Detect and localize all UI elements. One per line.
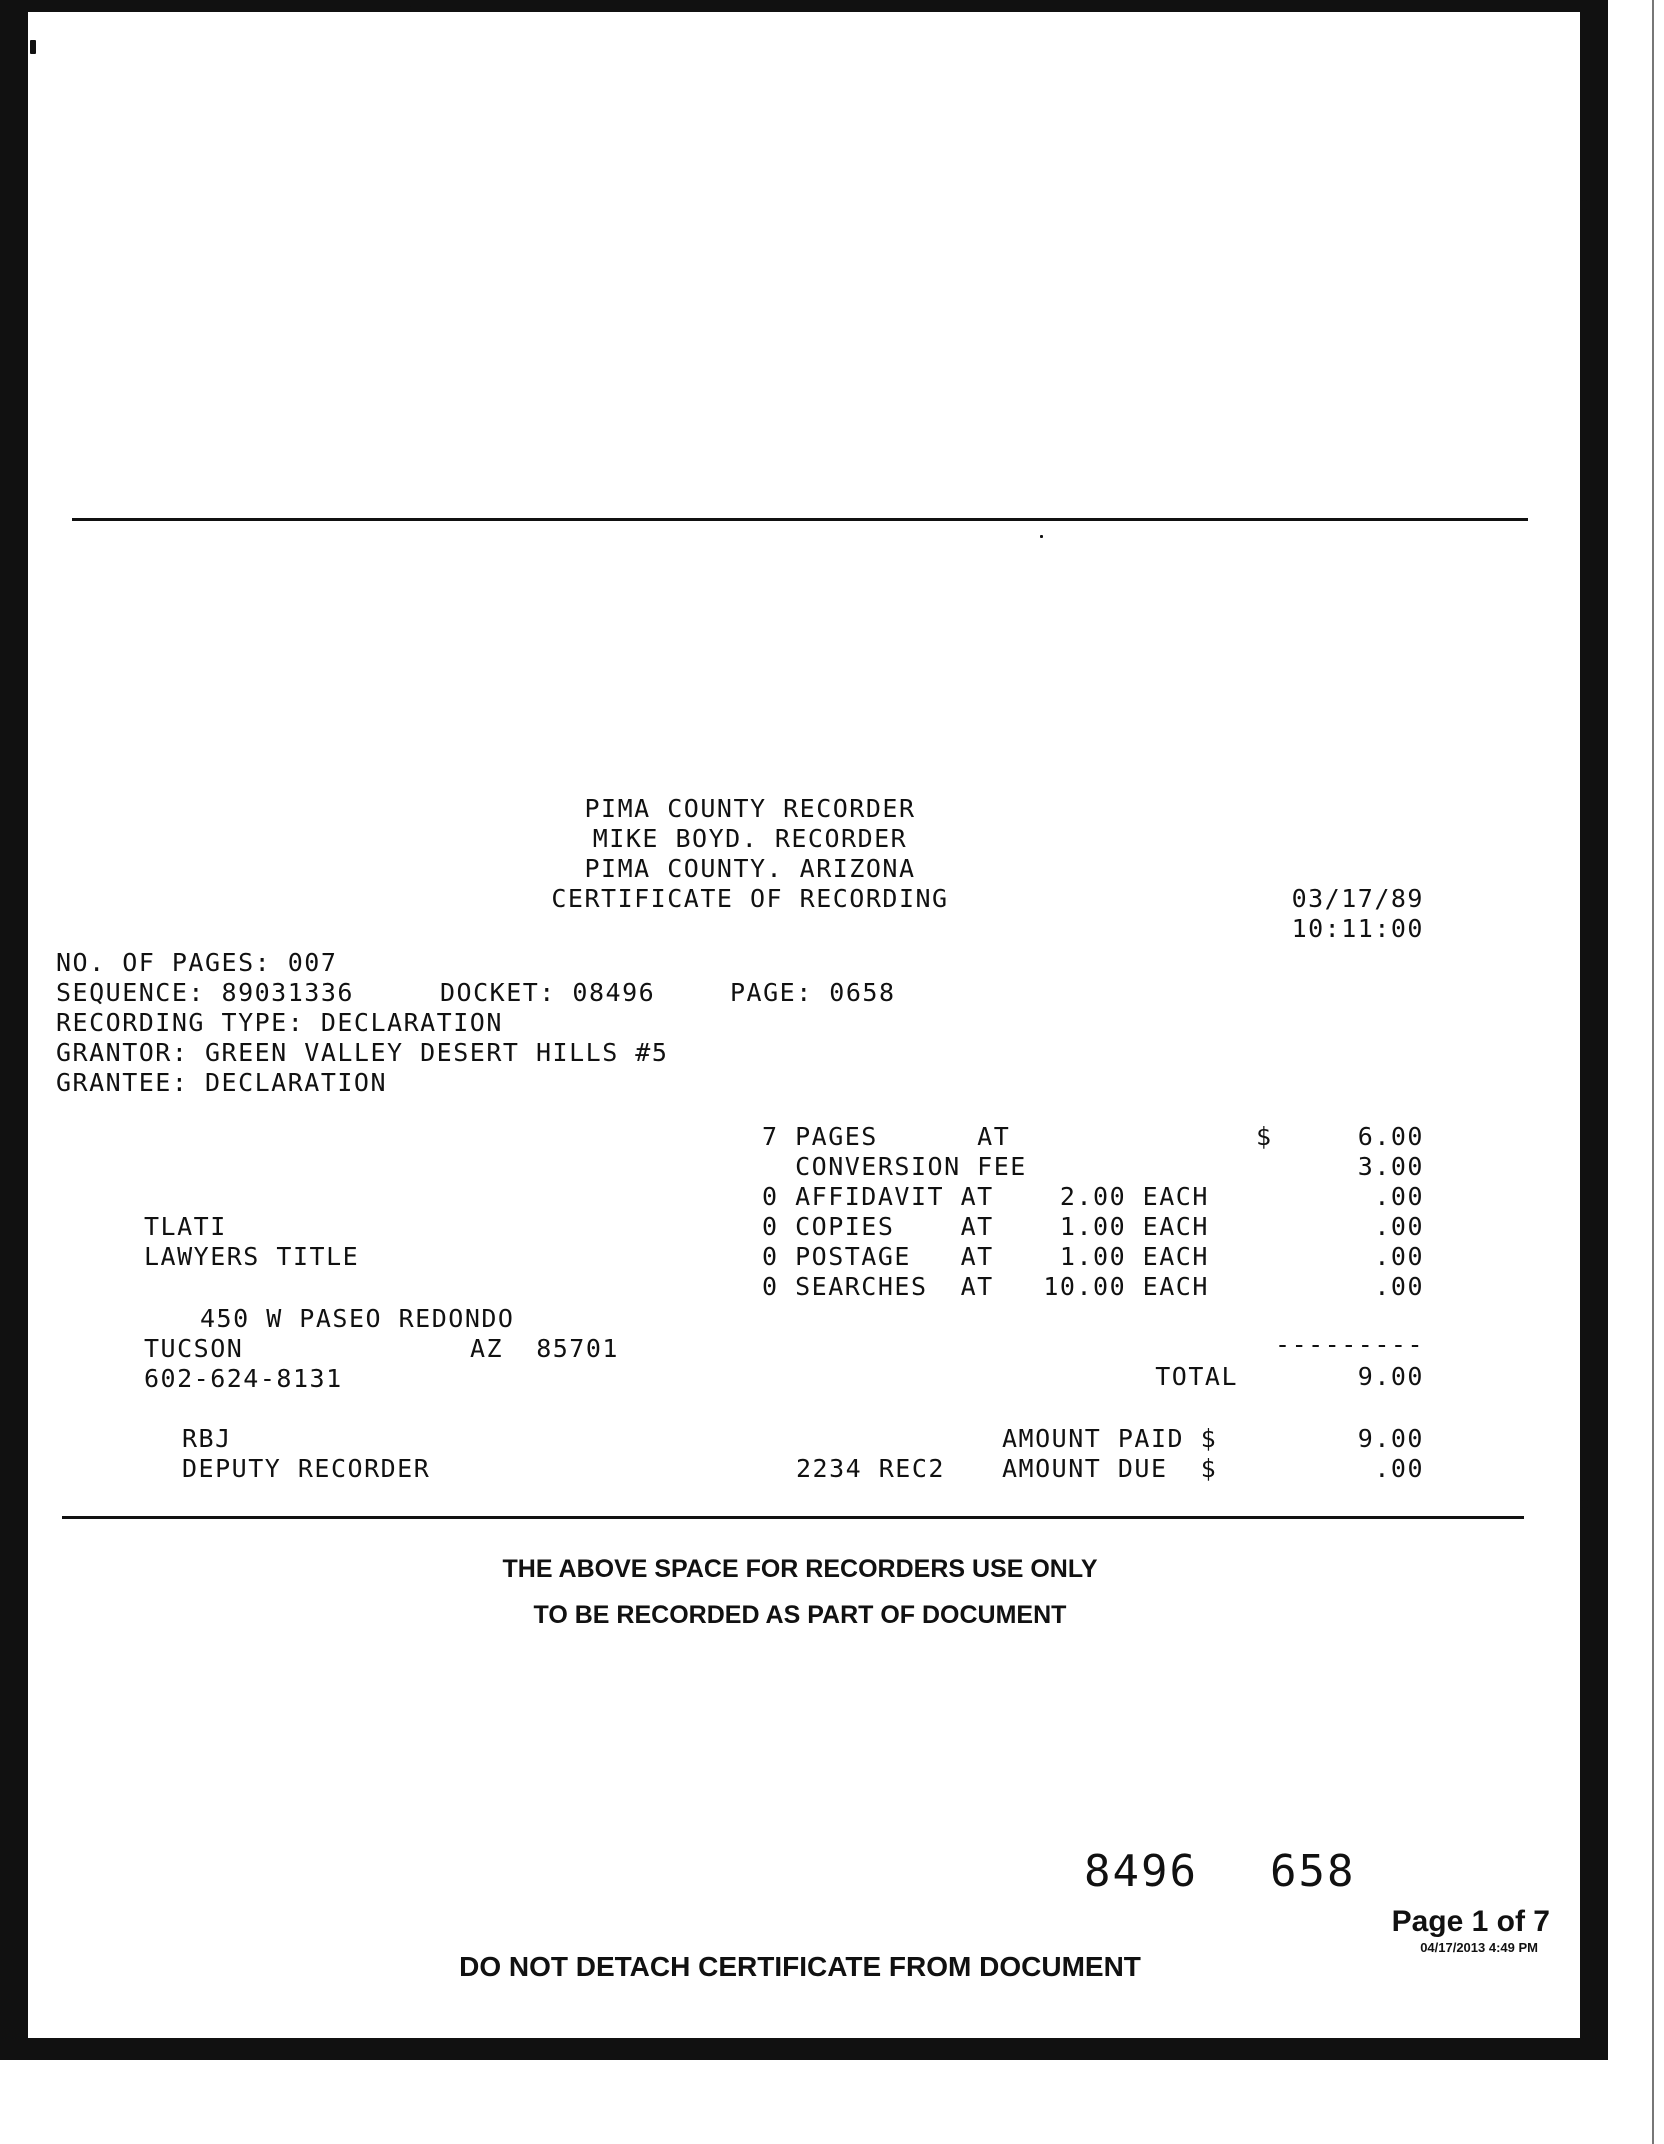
stamp-page-number: 658	[1270, 1846, 1356, 1897]
deputy-title: DEPUTY RECORDER	[182, 1454, 431, 1483]
fee-amount: .00	[1374, 1212, 1424, 1241]
street-address: 450 W PASEO REDONDO	[200, 1304, 515, 1333]
customer-name: LAWYERS TITLE	[144, 1242, 360, 1271]
total-label: TOTAL	[1155, 1362, 1238, 1391]
city: TUCSON	[144, 1334, 244, 1363]
scan-noise	[410, 6, 428, 12]
print-timestamp: 04/17/2013 4:49 PM	[1420, 1940, 1538, 1955]
fee-amount: .00	[1374, 1272, 1424, 1301]
fee-desc: CONVERSION FEE	[762, 1152, 1027, 1181]
certificate-title: CERTIFICATE OF RECORDING	[551, 884, 949, 913]
customer-code: TLATI	[144, 1212, 227, 1241]
fee-amount: .00	[1374, 1182, 1424, 1211]
recorder-use-notice: THE ABOVE SPACE FOR RECORDERS USE ONLY	[502, 1555, 1098, 1583]
state-zip: AZ 85701	[470, 1334, 619, 1363]
grantee: GRANTEE: DECLARATION	[56, 1068, 388, 1097]
number-of-pages: NO. OF PAGES: 007	[56, 948, 338, 977]
do-not-detach-notice: DO NOT DETACH CERTIFICATE FROM DOCUMENT	[459, 1951, 1141, 1982]
sequence-number: SEQUENCE: 89031336	[56, 978, 354, 1007]
phone-number: 602-624-8131	[144, 1364, 343, 1393]
fee-amount: 6.00	[1357, 1122, 1424, 1151]
recording-date: 03/17/89	[1291, 884, 1424, 913]
recording-type: RECORDING TYPE: DECLARATION	[56, 1008, 503, 1037]
page-label: Page 1 of 7	[1391, 1905, 1550, 1938]
fee-desc: 7 PAGES AT	[762, 1122, 1011, 1151]
amount-due-label: AMOUNT DUE $	[1002, 1454, 1218, 1483]
fee-amount: 3.00	[1357, 1152, 1424, 1181]
fee-desc: 0 SEARCHES AT 10.00 EACH	[762, 1272, 1209, 1301]
recording-time: 10:11:00	[1291, 914, 1424, 943]
recorded-as-part-notice: TO BE RECORDED AS PART OF DOCUMENT	[533, 1601, 1067, 1629]
fee-desc: 0 AFFIDAVIT AT 2.00 EACH	[762, 1182, 1209, 1211]
grantor: GRANTOR: GREEN VALLEY DESERT HILLS #5	[56, 1038, 669, 1067]
stamp-docket-number: 8496	[1084, 1846, 1198, 1897]
fee-desc: 0 COPIES AT 1.00 EACH	[762, 1212, 1209, 1241]
bottom-divider	[62, 1516, 1524, 1519]
scan-noise	[1582, 1500, 1588, 1508]
top-divider	[72, 518, 1528, 521]
scan-noise	[30, 40, 36, 54]
header-line-3: PIMA COUNTY. ARIZONA	[584, 854, 916, 883]
docket-number: DOCKET: 08496	[440, 978, 656, 1007]
fee-desc: 0 POSTAGE AT 1.00 EACH	[762, 1242, 1209, 1271]
scan-noise	[1582, 200, 1587, 210]
amount-paid-label: AMOUNT PAID $	[1002, 1424, 1218, 1453]
amount-paid-value: 9.00	[1357, 1424, 1424, 1453]
total-value: 9.00	[1357, 1362, 1424, 1391]
fee-dollar-sign: $	[1256, 1122, 1273, 1151]
page-number: PAGE: 0658	[730, 978, 896, 1007]
scan-noise	[1040, 535, 1043, 538]
deputy-initials: RBJ	[182, 1424, 232, 1453]
page-edge-line	[1652, 0, 1654, 2144]
total-dashes: ---------	[1275, 1330, 1424, 1359]
fee-amount: .00	[1374, 1242, 1424, 1271]
header-line-2: MIKE BOYD. RECORDER	[592, 824, 908, 853]
register-code: 2234 REC2	[796, 1454, 945, 1483]
header-line-1: PIMA COUNTY RECORDER	[584, 794, 916, 823]
amount-due-value: .00	[1374, 1454, 1424, 1483]
